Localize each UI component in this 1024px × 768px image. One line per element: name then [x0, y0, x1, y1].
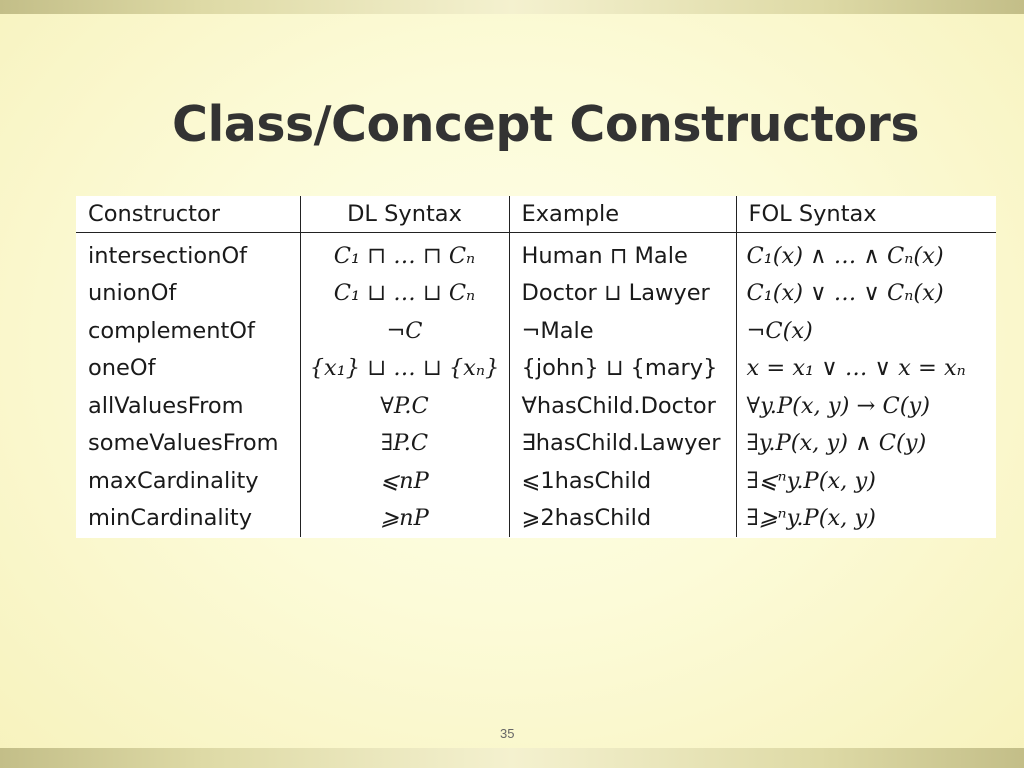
cell-constructor: maxCardinality — [76, 462, 300, 500]
cell-fol-syntax: C₁(x) ∨ … ∨ Cₙ(x) — [746, 280, 944, 307]
cell-dl-syntax: {x₁} ⊔ … ⊔ {xₙ} — [300, 350, 509, 388]
cell-dl-syntax: ∃P.C — [300, 425, 509, 463]
table-row — [76, 462, 996, 500]
cell-constructor: intersectionOf — [76, 233, 300, 275]
table-header-row — [76, 196, 996, 233]
cell-fol-syntax: ∃⩽ⁿy.P(x, y) — [746, 467, 876, 494]
cell-example: ∃hasChild.Lawyer — [509, 425, 736, 463]
table-row — [76, 233, 996, 275]
cell-fol-syntax: ∀y.P(x, y) → C(y) — [746, 392, 930, 419]
cell-dl-syntax: ⩽nP — [300, 462, 509, 500]
top-decorative-band — [0, 0, 1024, 14]
cell-example: Human ⊓ Male — [509, 233, 736, 275]
cell-dl-syntax: C₁ ⊓ … ⊓ Cₙ — [300, 233, 509, 275]
table-row — [76, 425, 996, 463]
cell-example: ⩽1hasChild — [509, 462, 736, 500]
cell-dl-syntax: ¬C — [300, 312, 509, 350]
cell-fol-syntax: ¬C(x) — [746, 317, 813, 344]
header-example: Example — [509, 196, 736, 233]
table-row — [76, 275, 996, 313]
table-row — [76, 387, 996, 425]
cell-fol-syntax: C₁(x) ∧ … ∧ Cₙ(x) — [746, 242, 944, 269]
cell-fol-syntax: x = x₁ ∨ … ∨ x = xₙ — [746, 355, 966, 382]
header-fol-syntax: FOL Syntax — [736, 196, 996, 233]
cell-example: Doctor ⊔ Lawyer — [509, 275, 736, 313]
cell-constructor: oneOf — [76, 350, 300, 388]
cell-constructor: complementOf — [76, 312, 300, 350]
cell-constructor: minCardinality — [76, 500, 300, 538]
header-constructor: Constructor — [76, 196, 300, 233]
cell-example: {john} ⊔ {mary} — [509, 350, 736, 388]
cell-example: ¬Male — [509, 312, 736, 350]
table-row — [76, 312, 996, 350]
cell-example: ∀hasChild.Doctor — [509, 387, 736, 425]
cell-constructor: allValuesFrom — [76, 387, 300, 425]
constructors-table — [76, 196, 996, 537]
slide-title: Class/Concept Constructors — [172, 96, 920, 153]
constructors-table-panel — [76, 196, 996, 538]
cell-constructor: unionOf — [76, 275, 300, 313]
cell-fol-syntax: ∃y.P(x, y) ∧ C(y) — [746, 430, 927, 457]
table-row — [76, 350, 996, 388]
table-row — [76, 500, 996, 538]
header-dl-syntax: DL Syntax — [300, 196, 509, 233]
cell-dl-syntax: ∀P.C — [300, 387, 509, 425]
bottom-decorative-band — [0, 748, 1024, 768]
cell-example: ⩾2hasChild — [509, 500, 736, 538]
cell-constructor: someValuesFrom — [76, 425, 300, 463]
page-number: 35 — [500, 726, 515, 741]
cell-dl-syntax: ⩾nP — [300, 500, 509, 538]
cell-fol-syntax: ∃⩾ⁿy.P(x, y) — [746, 505, 876, 532]
cell-dl-syntax: C₁ ⊔ … ⊔ Cₙ — [300, 275, 509, 313]
